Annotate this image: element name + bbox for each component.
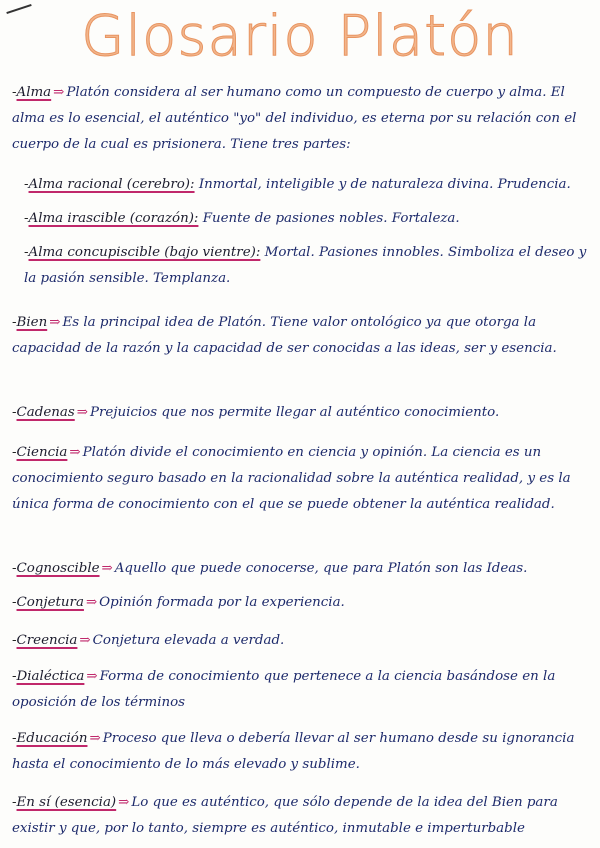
arrow-icon: ⇒ xyxy=(118,795,130,810)
definition-bien: Es la principal idea de Platón. Tiene valor ontológico ya que otorga la capacidad de la razón y la capacidad de ser conocidas a las ideas, ser y esencia. xyxy=(12,315,557,356)
entry-ciencia: -Ciencia ⇒ Platón divide el conocimiento en ciencia y opinión. La ciencia es un conocimiento seguro basado en la racionalidad sobre la auténtica realidad, y es la única forma de conocimiento con el que se puede obtener la auténtica realidad. xyxy=(12,445,571,512)
arrow-icon: ⇒ xyxy=(89,731,101,746)
entry-cadenas: -Cadenas ⇒ Prejuicios que nos permite llegar al auténtico conocimiento. xyxy=(12,405,500,420)
arrow-icon: ⇒ xyxy=(69,445,81,460)
page-title: Glosario Platón xyxy=(81,4,519,69)
entry-alma-concupiscible: -Alma concupiscible (bajo vientre): Mortal. Pasiones innobles. Simboliza el deseo y la pasión sensible. Templanza. xyxy=(24,245,587,286)
definition-en-si: Lo que es auténtico, que sólo depende de la idea del Bien para existir y que, por lo tanto, siempre es auténtico, inmutable e imperturbable xyxy=(12,795,558,836)
entry-bien: -Bien ⇒ Es la principal idea de Platón. Tiene valor ontológico ya que otorga la capacidad de la razón y la capacidad de ser conocidas a las ideas, ser y esencia. xyxy=(12,315,557,356)
term-dialectica: Dialéctica xyxy=(16,669,85,684)
term-conjetura: Conjetura xyxy=(16,595,84,610)
arrow-icon: ⇒ xyxy=(86,669,98,684)
definition-alma-concupiscible: Mortal. Pasiones innobles. Simboliza el deseo y la pasión sensible. Templanza. xyxy=(24,245,587,286)
entry-educacion: -Educación ⇒ Proceso que lleva o debería llevar al ser humano desde su ignorancia hasta el conocimiento de lo más elevado y sublime. xyxy=(12,731,575,772)
definition-alma-irascible: Fuente de pasiones nobles. Fortaleza. xyxy=(202,211,460,226)
definition-educacion: Proceso que lleva o debería llevar al ser humano desde su ignorancia hasta el conocimiento de lo más elevado y sublime. xyxy=(12,731,575,772)
term-cognoscible: Cognoscible xyxy=(16,561,100,576)
definition-alma-racional: Inmortal, inteligible y de naturaleza divina. Prudencia. xyxy=(198,177,571,192)
arrow-icon: ⇒ xyxy=(101,561,113,576)
definition-cadenas: Prejuicios que nos permite llegar al auténtico conocimiento. xyxy=(89,405,500,420)
arrow-icon: ⇒ xyxy=(49,315,61,330)
entry-conjetura: -Conjetura ⇒ Opinión formada por la experiencia. xyxy=(12,595,345,610)
term-en-si: En sí (esencia) xyxy=(16,795,117,810)
definition-cognoscible: Aquello que puede conocerse, que para Platón son las Ideas. xyxy=(114,561,528,576)
definition-creencia: Conjetura elevada a verdad. xyxy=(92,633,285,648)
definition-alma: Platón considera al ser humano como un compuesto de cuerpo y alma. El alma es lo esencial, el auténtico "yo" del individuo, es eterna por su relación con el cuerpo de la cual es prisionera. Tiene tres partes: xyxy=(12,85,577,152)
term-educacion: Educación xyxy=(16,731,88,746)
definition-ciencia: Platón divide el conocimiento en ciencia y opinión. La ciencia es un conocimiento seguro basado en la racionalidad sobre la auténtica realidad, y es la única forma de conocimiento con el que se puede obtener la auténtica realidad. xyxy=(12,445,571,512)
entry-alma: -Alma ⇒ Platón considera al ser humano como un compuesto de cuerpo y alma. El alma es lo esencial, el auténtico "yo" del individuo, es eterna por su relación con el cuerpo de la cual es prisionera. Tiene tres partes: xyxy=(12,85,577,152)
term-alma-racional: Alma racional (cerebro): xyxy=(28,177,195,192)
term-creencia: Creencia xyxy=(16,633,78,648)
term-cadenas: Cadenas xyxy=(16,405,75,420)
definition-dialectica: Forma de conocimiento que pertenece a la ciencia basándose en la oposición de los términos xyxy=(12,669,556,710)
term-alma: Alma xyxy=(16,85,52,100)
entry-alma-racional: -Alma racional (cerebro): Inmortal, inteligible y de naturaleza divina. Prudencia. xyxy=(24,177,571,192)
entry-dialectica: -Dialéctica ⇒ Forma de conocimiento que pertenece a la ciencia basándose en la oposición de los términos xyxy=(12,669,556,710)
entry-en-si: -En sí (esencia) ⇒ Lo que es auténtico, que sólo depende de la idea del Bien para existir y que, por lo tanto, siempre es auténtico, inmutable e imperturbable xyxy=(12,795,558,836)
entry-creencia: -Creencia ⇒ Conjetura elevada a verdad. xyxy=(12,633,285,648)
entry-alma-irascible: -Alma irascible (corazón): Fuente de pasiones nobles. Fortaleza. xyxy=(24,211,460,226)
term-bien: Bien xyxy=(16,315,48,330)
arrow-icon: ⇒ xyxy=(53,85,65,100)
definition-conjetura: Opinión formada por la experiencia. xyxy=(99,595,345,610)
term-alma-concupiscible: Alma concupiscible (bajo vientre): xyxy=(28,245,261,260)
arrow-icon: ⇒ xyxy=(76,405,88,420)
arrow-icon: ⇒ xyxy=(79,633,91,648)
term-alma-irascible: Alma irascible (corazón): xyxy=(28,211,199,226)
term-ciencia: Ciencia xyxy=(16,445,68,460)
arrow-icon: ⇒ xyxy=(85,595,98,610)
entry-cognoscible: -Cognoscible ⇒ Aquello que puede conocerse, que para Platón son las Ideas. xyxy=(12,561,528,576)
